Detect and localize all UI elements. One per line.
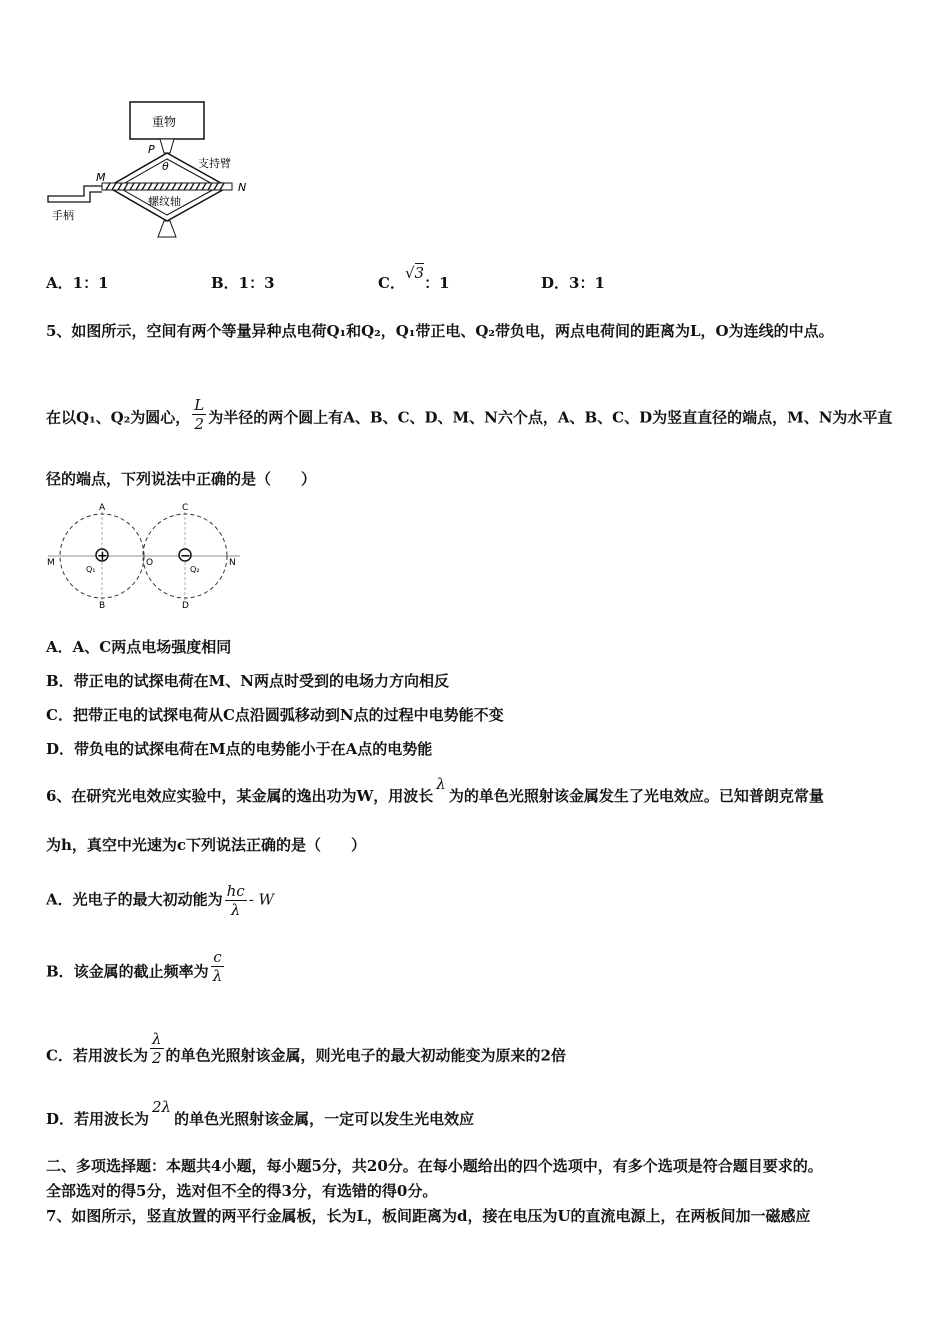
q6-c-tail: 的单色光照射该金属，则光电子的最大初动能变为原来的2倍 [165, 1046, 566, 1065]
q5-option-c: C．把带正电的试探电荷从C点沿圆弧移动到N点的过程中电势能不变 [46, 706, 504, 724]
frac-denominator: 2 [151, 1049, 162, 1067]
frac-denominator: λ [212, 967, 223, 985]
q6-b-text: B．该金属的截止频率为 [46, 962, 209, 981]
q6-c-text: C．若用波长为 [46, 1046, 148, 1065]
q5-option-d: D．带负电的试探电荷在M点的电势能小于在A点的电势能 [46, 740, 433, 758]
q6-a-tail: - W [248, 890, 274, 909]
plus-sign: + [97, 549, 108, 564]
q6-lambda: λ [436, 775, 446, 793]
minus-sign: − [180, 549, 191, 564]
top-pad [160, 139, 174, 153]
q5-line3: 径的端点，下列说法中正确的是（ ） [46, 470, 317, 488]
q6-option-c [46, 1030, 566, 1075]
n-label: N [238, 181, 247, 194]
q6-a-fraction [225, 882, 247, 919]
point-c: C [182, 503, 189, 513]
section2-line2: 全部选对的得5分，选对但不全的得3分，有选错的得0分。 [46, 1182, 438, 1200]
point-a: A [99, 503, 106, 513]
q6-b-fraction [211, 948, 225, 985]
q4-option-a: A．1：1 [46, 274, 109, 292]
charges-diagram [44, 500, 244, 612]
q4-option-b: B．1：3 [211, 274, 275, 292]
screw-label: 螺纹轴 [148, 195, 181, 208]
q4-option-d: D．3：1 [541, 274, 605, 292]
q4-option-c [378, 264, 450, 293]
q6-d-math: 2λ [152, 1098, 172, 1116]
base-pad [158, 221, 176, 237]
label-q1: Q₁ [86, 565, 96, 574]
point-o: O [146, 558, 154, 568]
q6-option-b [46, 948, 226, 991]
q5-line1: 5、如图所示，空间有两个等量异种点电荷Q₁和Q₂，Q₁带正电、Q₂带负电，两点电荷间的距离为L，O为连线的中点。 [46, 322, 834, 340]
p-label: P [148, 143, 155, 156]
q6-line1 [46, 775, 824, 806]
sqrt-sign: √3 [404, 264, 425, 282]
point-n: N [229, 558, 236, 568]
q5-radius-fraction [192, 396, 206, 433]
section2-line1: 二、多项选择题：本题共4小题，每小题5分，共20分。在每小题给出的四个选项中，有多个选项是符合题目要求的。 [46, 1157, 823, 1175]
frac-numerator: λ [151, 1030, 162, 1048]
point-d: D [182, 601, 189, 611]
q6-option-a [46, 882, 274, 919]
q5-line2 [46, 396, 893, 437]
q4-c-prefix: C． [378, 274, 405, 292]
handle-crank [48, 186, 102, 202]
q6-c-fraction [150, 1030, 164, 1067]
sqrt-radicand: 3 [414, 264, 425, 282]
weight-label: 重物 [152, 115, 177, 129]
q6-line1-prefix: 6、在研究光电效应实验中，某金属的逸出功为W，用波长 [46, 787, 434, 805]
frac-numerator: L [194, 396, 205, 414]
handle-label: 手柄 [52, 209, 74, 222]
q6-option-d [46, 1098, 475, 1129]
q6-line2: 为h，真空中光速为c下列说法正确的是（ ） [46, 836, 367, 854]
m-label: M [96, 171, 106, 184]
q6-d-tail: 的单色光照射该金属，一定可以发生光电效应 [174, 1110, 475, 1128]
point-m: M [47, 558, 55, 568]
q6-d-text: D．若用波长为 [46, 1110, 150, 1128]
theta-label: θ [162, 160, 169, 173]
q5-option-a: A．A、C两点电场强度相同 [46, 638, 232, 656]
frac-denominator: 2 [192, 414, 206, 433]
q4-c-suffix: ：1 [424, 274, 450, 292]
frac-denominator: λ [225, 900, 247, 919]
arm-label: 支持臂 [198, 157, 231, 170]
frac-numerator: c [213, 948, 222, 966]
q5-line2-prefix: 在以Q₁、Q₂为圆心， [46, 408, 191, 427]
q6-a-text: A．光电子的最大初动能为 [46, 890, 223, 909]
q7-line1: 7、如图所示，竖直放置的两平行金属板，长为L，板间距离为d，接在电压为U的直流电源上，在两板间加一磁感应 [46, 1207, 811, 1225]
point-b: B [99, 601, 106, 611]
frac-numerator: hc [226, 882, 245, 900]
jack-diagram [40, 95, 260, 245]
label-q2: Q₂ [190, 565, 200, 574]
q5-line2-suffix: 为半径的两个圆上有A、B、C、D、M、N六个点，A、B、C、D为竖直直径的端点，M、N为水平直 [208, 408, 893, 427]
q6-line1-suffix: 为的单色光照射该金属发生了光电效应。已知普朗克常量 [448, 787, 824, 805]
q5-option-b: B．带正电的试探电荷在M、N两点时受到的电场力方向相反 [46, 672, 449, 690]
